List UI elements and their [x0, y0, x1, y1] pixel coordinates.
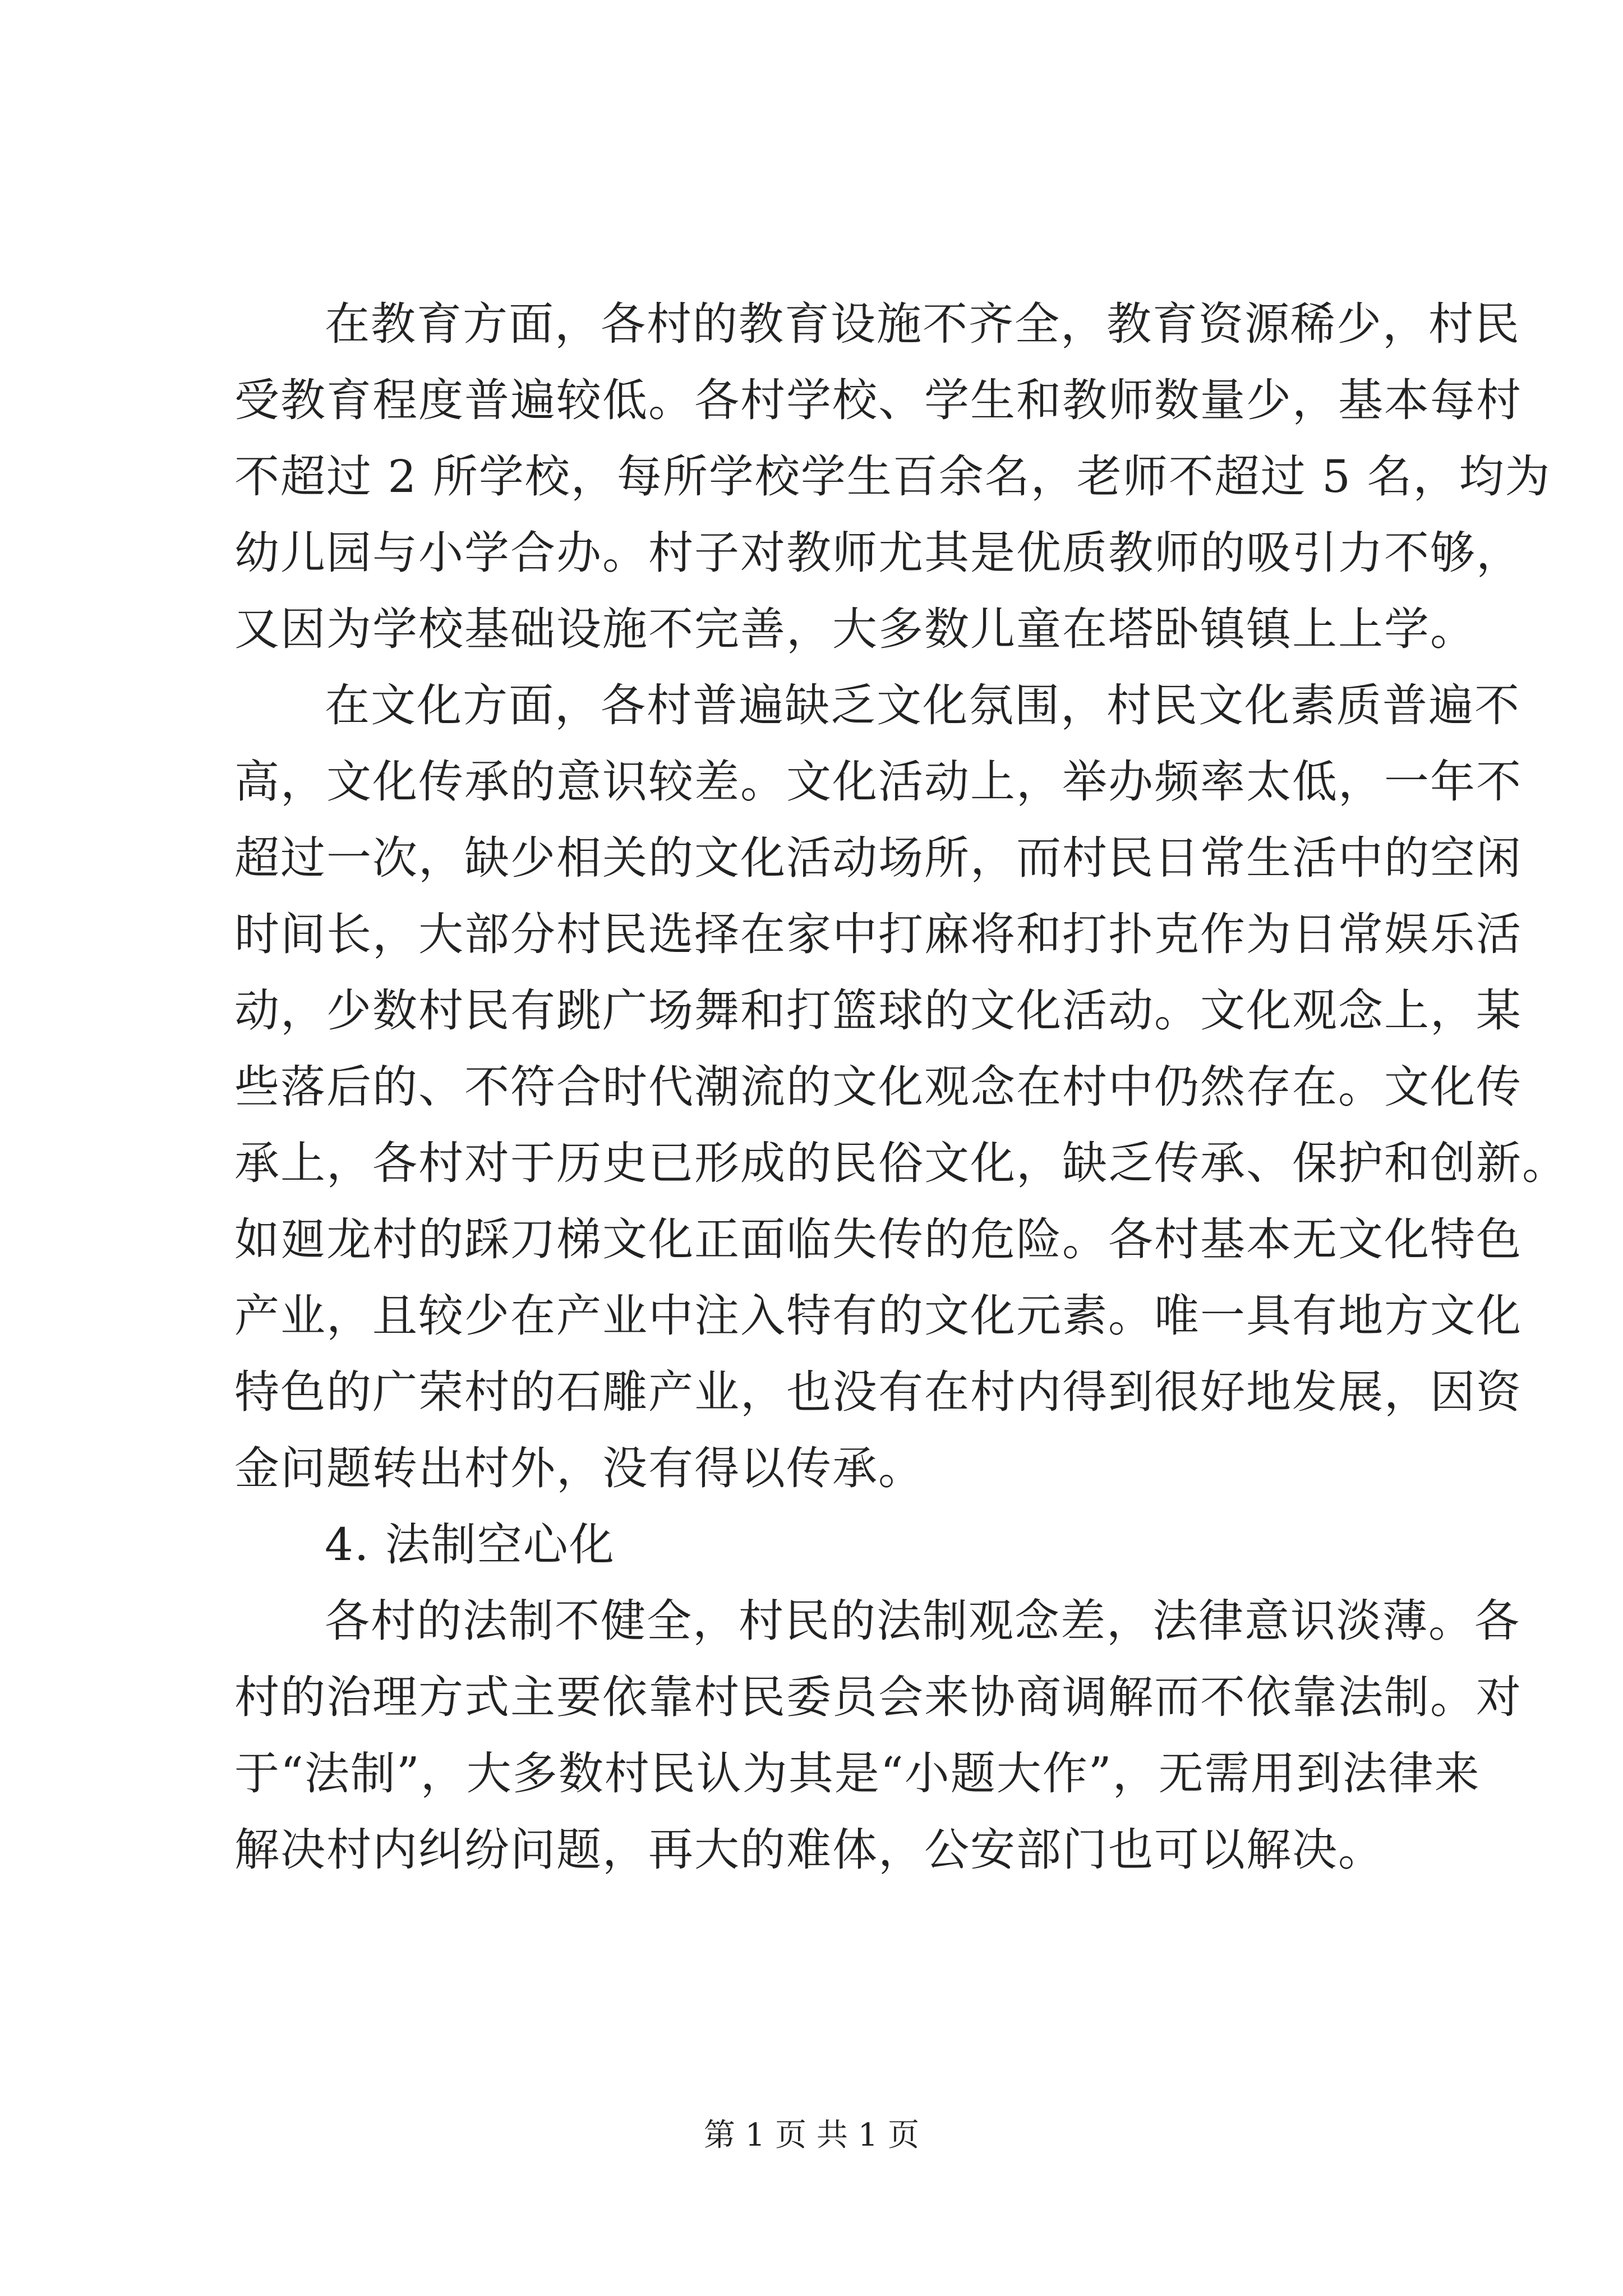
text-line: 又因为学校基础设施不完善，大多数儿童在塔卧镇镇上上学。	[234, 603, 1476, 655]
text-line: 各村的法制不健全，村民的法制观念差，法律意识淡薄。各	[325, 1595, 1520, 1647]
text-line: 不超过 2 所学校，每所学校学生百余名，老师不超过 5 名，均为	[234, 450, 1551, 503]
text-line: 动，少数村民有跳广场舞和打篮球的文化活动。文化观念上，某	[234, 984, 1522, 1037]
text-line: 在文化方面，各村普遍缺乏文化氛围，村民文化素质普遍不	[325, 679, 1520, 731]
paragraph-culture	[234, 668, 1568, 1507]
paragraph-education	[234, 286, 1551, 668]
section-heading: 4. 法制空心化	[325, 1519, 615, 1571]
text-line: 受教育程度普遍较低。各村学校、学生和教师数量少，基本每村	[234, 374, 1522, 426]
text-line: 产业，且较少在产业中注入特有的文化元素。唯一具有地方文化	[234, 1290, 1522, 1342]
text-line: 如廻龙村的踩刀梯文化正面临失传的危险。各村基本无文化特色	[234, 1213, 1522, 1266]
text-line: 金问题转出村外，没有得以传承。	[234, 1442, 924, 1494]
text-line: 高，文化传承的意识较差。文化活动上，举办频率太低，一年不	[234, 756, 1522, 808]
text-line: 特色的广荣村的石雕产业，也没有在村内得到很好地发展，因资	[234, 1366, 1522, 1418]
text-line: 于“法制”，大多数村民认为其是“小题大作”，无需用到法律来	[234, 1747, 1481, 1800]
text-line: 时间长，大部分村民选择在家中打麻将和打扑克作为日常娱乐活	[234, 908, 1522, 960]
page-footer: 第 1 页 共 1 页	[703, 2117, 920, 2154]
text-line: 村的治理方式主要依靠村民委员会来协商调解而不依靠法制。对	[234, 1671, 1522, 1723]
text-line: 在教育方面，各村的教育设施不齐全，教育资源稀少，村民	[325, 298, 1520, 350]
paragraph-legal	[234, 1583, 1522, 1888]
text-line: 承上，各村对于历史已形成的民俗文化，缺乏传承、保护和创新。	[234, 1137, 1568, 1189]
text-line: 解决村内纠纷问题，再大的难体，公安部门也可以解决。	[234, 1824, 1384, 1876]
text-line: 幼儿园与小学合办。村子对教师尤其是优质教师的吸引力不够，	[234, 527, 1522, 579]
text-line: 超过一次，缺少相关的文化活动场所，而村民日常生活中的空闲	[234, 832, 1522, 884]
document-body	[234, 286, 1568, 1888]
text-line: 些落后的、不符合时代潮流的文化观念在村中仍然存在。文化传	[234, 1061, 1522, 1113]
